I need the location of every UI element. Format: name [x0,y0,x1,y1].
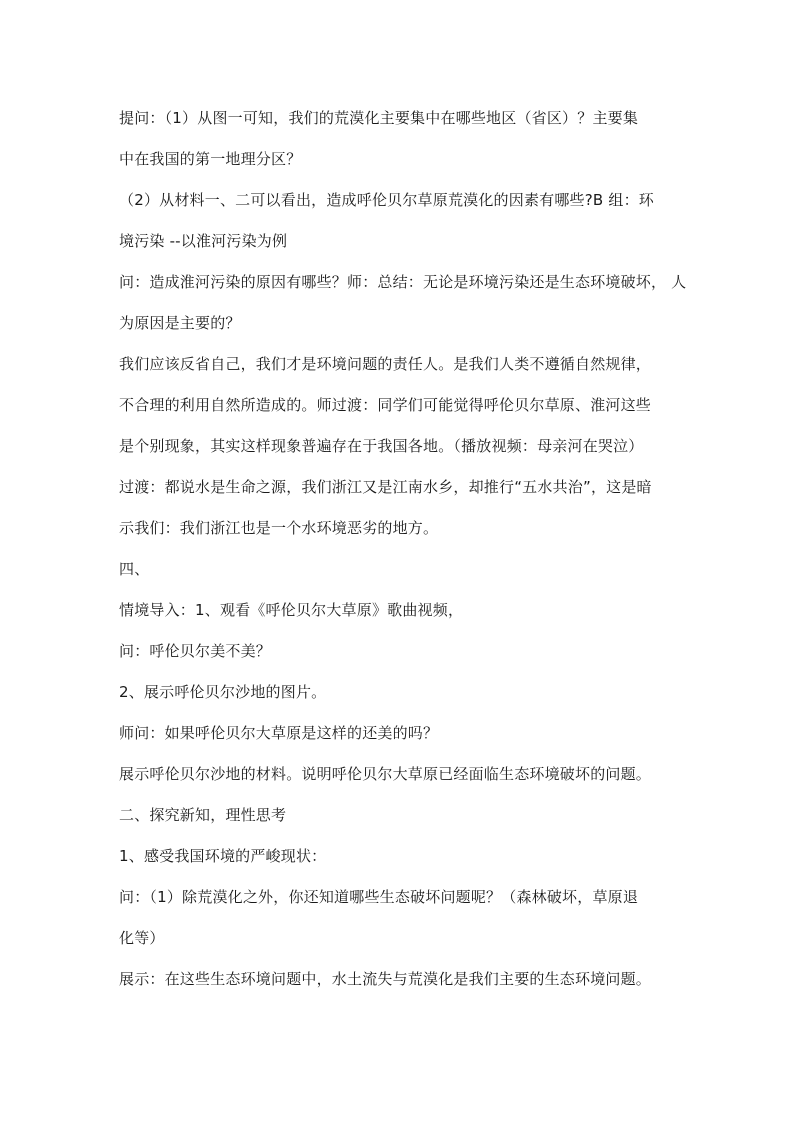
text-line: 过渡：都说水是生命之源，我们浙江又是江南水乡，却推行“五水共治”，这是暗 [119,478,652,496]
text-line: 化等） [119,929,165,947]
text-line: （2）从材料一、二可以看出，造成呼伦贝尔草原荒漠化的因素有哪些?B 组：环 [119,191,654,209]
text-line: 中在我国的第一地理分区？ [119,150,302,168]
section-heading: 四、 [119,560,150,578]
text-line: 问：（1）除荒漠化之外，你还知道哪些生态破坏问题呢？（森林破坏，草原退 [119,888,639,906]
text-line: 问：造成淮河污染的原因有哪些？师：总结：无论是环境污染还是生态环境破坏， 人 [119,273,687,291]
text-line: 问：呼伦贝尔美不美？ [119,642,272,660]
document-body [119,102,687,1004]
text-line: 不合理的利用自然所造成的。师过渡：同学们可能觉得呼伦贝尔草原、淮河这些 [119,396,652,414]
text-line: 情境导入：1、观看《呼伦贝尔大草原》歌曲视频， [119,601,464,619]
section-heading: 二、探究新知，理性思考 [119,806,287,824]
text-line: 是个别现象，其实这样现象普遍存在于我国各地。（播放视频：母亲河在哭泣） [119,437,644,455]
text-line: 1、感受我国环境的严峻现状： [119,847,327,865]
text-line: 2、展示呼伦贝尔沙地的图片。 [119,683,327,701]
text-line: 我们应该反省自己，我们才是环境问题的责任人。是我们人类不遵循自然规律， [119,355,652,373]
text-line: 师问：如果呼伦贝尔大草原是这样的还美的吗？ [119,724,439,742]
text-line: 展示呼伦贝尔沙地的材料。说明呼伦贝尔大草原已经面临生态环境破坏的问题。 [119,765,652,783]
text-line: 展示：在这些生态环境问题中，水土流失与荒漠化是我们主要的生态环境问题。 [119,970,652,988]
text-line: 境污染 --以淮河污染为例 [119,232,288,250]
text-line: 示我们：我们浙江也是一个水环境恶劣的地方。 [119,519,439,537]
text-line: 提问：（1）从图一可知，我们的荒漠化主要集中在哪些地区（省区）？主要集 [119,109,639,127]
text-line: 为原因是主要的？ [119,314,241,332]
